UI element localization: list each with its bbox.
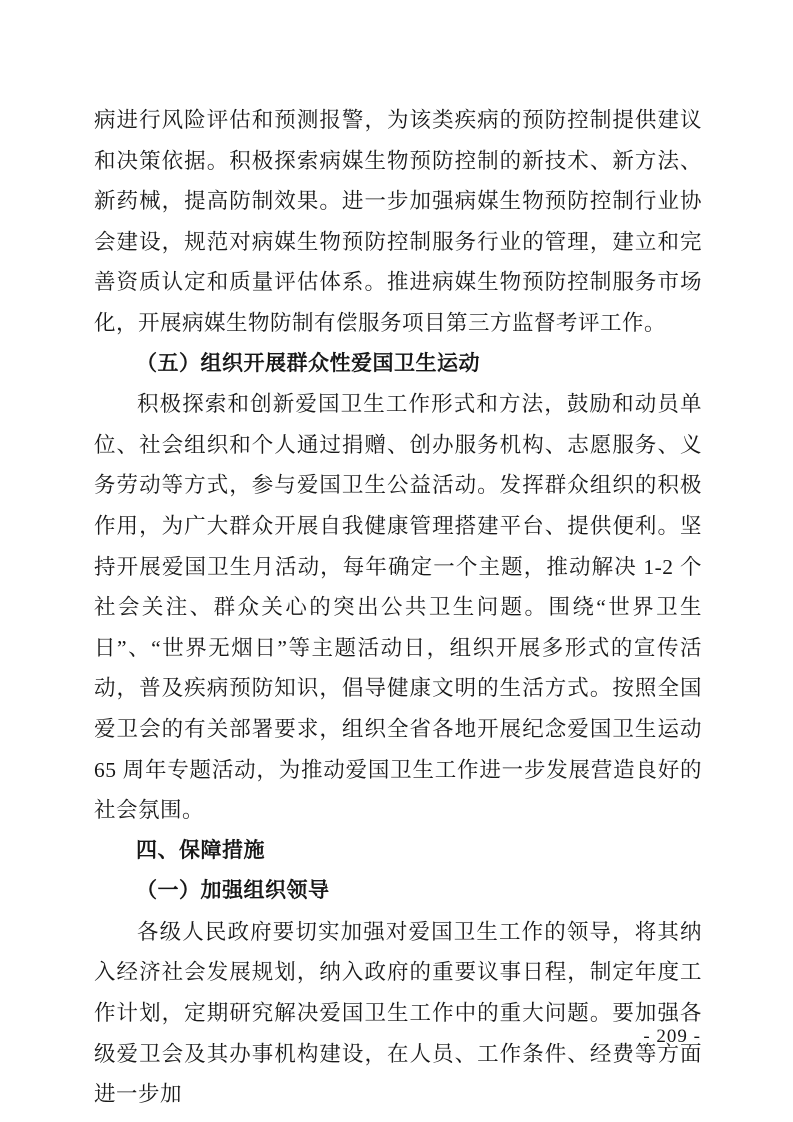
paragraph: 各级人民政府要切实加强对爱国卫生工作的领导，将其纳入经济社会发展规划，纳入政府的重要议事日程，制定年度工作计划，定期研究解决爱国卫生工作中的重大问题。要加强各级爱卫会及其办事机构建设，在人员、工作条件、经费等方面进一步加 xyxy=(94,919,702,1107)
section-heading-1: （一）加强组织领导 xyxy=(136,879,330,903)
page-number: - 209 - xyxy=(643,1026,701,1047)
paragraph-continuation: 病进行风险评估和预测报警，为该类疾病的预防控制提供建议和决策依据。积极探索病媒生物预防控制的新技术、新方法、新药械，提高防制效果。进一步加强病媒生物预防控制行业协会建设，规范对病媒生物预防控制服务行业的管理，建立和完善资质认定和质量评估体系。推进病媒生物预防控制服务市场化，开展病媒生物防制有偿服务项目第三方监督考评工作。 xyxy=(94,108,702,335)
document-content xyxy=(94,100,702,1115)
paragraph: 积极探索和创新爱国卫生工作形式和方法，鼓励和动员单位、社会组织和个人通过捐赠、创办服务机构、志愿服务、义务劳动等方式，参与爱国卫生公益活动。发挥群众组织的积极作用，为广大群众开展自我健康管理搭建平台、提供便利。坚持开展爱国卫生月活动，每年确定一个主题，推动解决 1-2 个社会关注、群众关心的突出公共卫生问题。围绕“世界卫生日”、“世界无烟日”等主题活动日，组织开展多形式的宣传活动，普及疾病预防知识，倡导健康文明的生活方式。按照全国爱卫会的有关部署要求，组织全省各地开展纪念爱国卫生运动 65 周年专题活动，为推动爱国卫生工作进一步发展营造良好的社会氛围。 xyxy=(94,392,702,823)
section-heading-5: （五）组织开展群众性爱国卫生运动 xyxy=(136,351,480,375)
chapter-heading-4: 四、保障措施 xyxy=(136,838,265,862)
